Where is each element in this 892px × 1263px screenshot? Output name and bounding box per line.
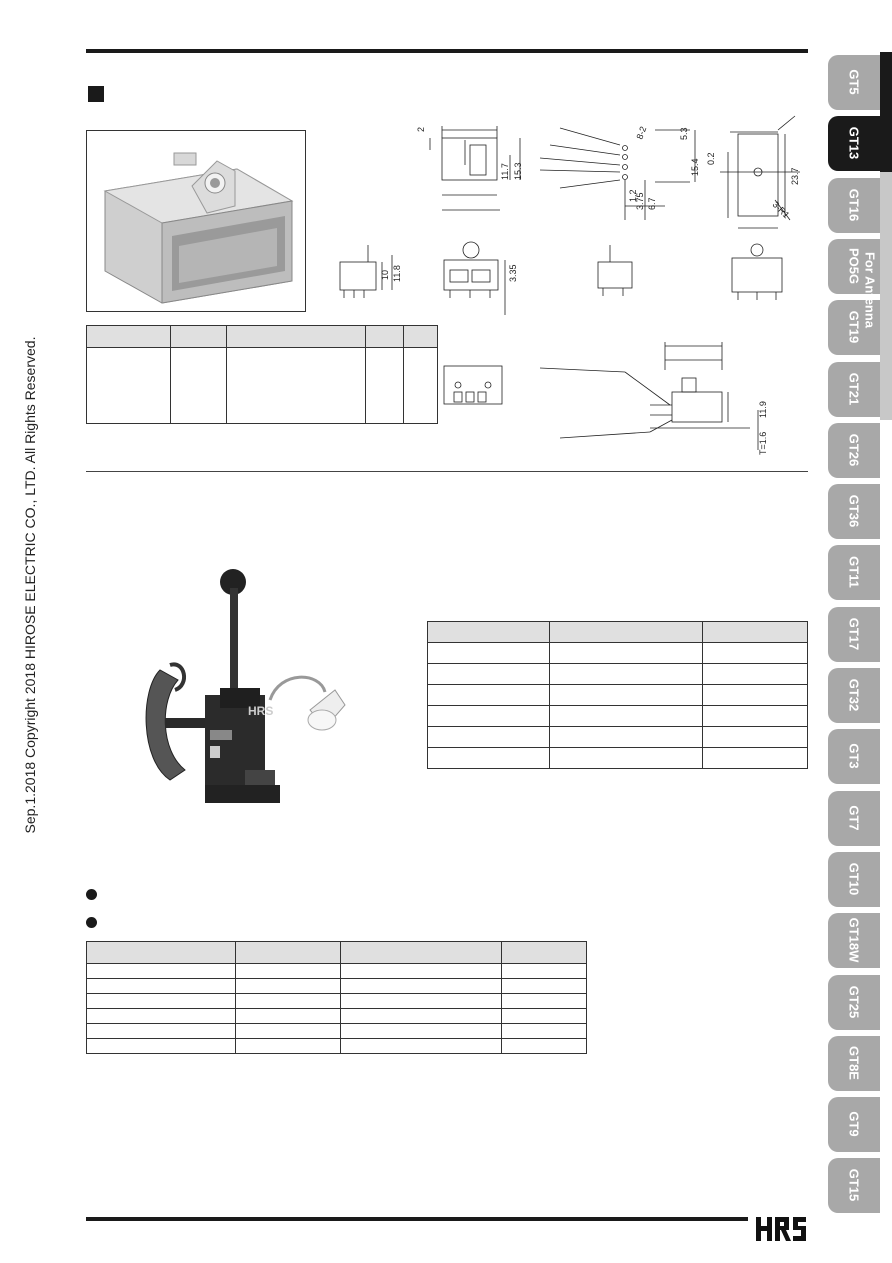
table-cell (502, 994, 587, 1009)
header-cell-3 (703, 622, 808, 643)
table-cell (549, 643, 703, 664)
dim-1-2: 1.2 (628, 189, 638, 202)
dim-t-1-6: T=1.6 (758, 431, 768, 455)
tab-label: GT21 (846, 372, 862, 405)
header-cell-3 (341, 942, 502, 964)
dim-23-7: 23.7 (790, 167, 800, 185)
table-cell (428, 706, 550, 727)
dim-11-8: 11.8 (392, 265, 402, 282)
dim-2: 2 (416, 126, 426, 132)
bullet-dot (86, 917, 97, 928)
table-cell (87, 979, 236, 994)
tab-gt15[interactable] (828, 1158, 880, 1213)
tab-label: GT36 (846, 494, 862, 528)
tab-label: GT13 (846, 127, 862, 160)
applicator-table (427, 621, 808, 769)
header-cell-1 (87, 942, 236, 964)
section-square-bullet (88, 86, 104, 102)
tab-gt36[interactable] (828, 484, 880, 539)
dim-11-9: 11.9 (758, 401, 768, 418)
tab-gt9[interactable] (828, 1097, 880, 1152)
tab-label: GT11 (846, 556, 862, 589)
machine-logo: HRS (248, 704, 274, 718)
dim-10: 10 (380, 269, 390, 280)
header-cell-2 (549, 622, 703, 643)
header-cell-2 (170, 326, 226, 348)
dimension-drawings (320, 110, 820, 460)
tab-label: GT15 (846, 1169, 862, 1202)
tab-gt26[interactable] (828, 423, 880, 478)
tab-label: GT32 (846, 678, 862, 712)
tab-label: GT26 (846, 433, 862, 467)
table-cell (502, 979, 587, 994)
table-cell (703, 643, 808, 664)
tab-gt10[interactable] (828, 852, 880, 907)
table-cell (235, 994, 341, 1009)
tab-label: PO5G (846, 247, 862, 284)
table-cell (341, 979, 502, 994)
table-cell (703, 748, 808, 769)
table-cell (341, 1039, 502, 1054)
table-cell (87, 1009, 236, 1024)
dim-3-75: 3.75 (635, 192, 645, 210)
dim-6-7: 6.7 (647, 197, 657, 210)
table-cell (549, 664, 703, 685)
table-cell (170, 348, 226, 424)
bullet-dot (86, 889, 97, 900)
table-cell (703, 706, 808, 727)
table-cell (502, 1009, 587, 1024)
hrs-logo (754, 1211, 808, 1245)
dim-15-4: 15.4 (690, 158, 700, 176)
tab-label: GT9 (846, 1111, 862, 1137)
table-cell (502, 1024, 587, 1039)
table-cell (235, 1039, 341, 1054)
dim-11-7: 11.7 (500, 163, 510, 180)
table-cell (703, 664, 808, 685)
connector-illustration (87, 131, 305, 311)
table-cell (549, 727, 703, 748)
table-cell (703, 685, 808, 706)
table-cell (87, 964, 236, 979)
table-cell (703, 727, 808, 748)
table-cell (341, 994, 502, 1009)
table-cell (549, 706, 703, 727)
table-cell (549, 685, 703, 706)
tab-gt25[interactable] (828, 975, 880, 1030)
tab-gt32[interactable] (828, 668, 880, 723)
table-cell (87, 1039, 236, 1054)
table-cell (87, 1024, 236, 1039)
tab-label: GT25 (846, 985, 862, 1018)
series-tab-strip (828, 52, 892, 1212)
table-cell (341, 1024, 502, 1039)
table-cell (235, 1024, 341, 1039)
table-cell (87, 348, 171, 424)
tab-label: GT5 (846, 69, 862, 95)
header-cell-1 (87, 326, 171, 348)
header-cell-1 (428, 622, 550, 643)
tab-gt13[interactable] (828, 116, 880, 171)
dim-15-3: 15.3 (513, 162, 523, 180)
tab-label: GT17 (846, 617, 862, 650)
tab-gt18w[interactable] (828, 913, 880, 968)
dim-5-3: 5.3 (679, 127, 689, 140)
category-label-text: For Antenna (862, 251, 878, 329)
header-cell-2 (235, 942, 341, 964)
table-cell (235, 979, 341, 994)
tab-gt8e[interactable] (828, 1036, 880, 1091)
tab-label: GT3 (846, 743, 862, 769)
table-cell (235, 1009, 341, 1024)
tab-label: GT19 (846, 310, 862, 344)
copyright-text: Sep.1.2018 Copyright 2018 HIROSE ELECTRIC CO., LTD. All Rights Reserved. (22, 336, 38, 834)
tab-label: GT16 (846, 188, 862, 221)
product-photo (86, 130, 306, 312)
tab-gt3[interactable] (828, 729, 880, 784)
parts-table (86, 941, 587, 1054)
dim-3-35: 3.35 (508, 264, 518, 282)
tab-label: GT10 (846, 862, 862, 896)
table-cell (428, 664, 550, 685)
table-cell (235, 964, 341, 979)
table-cell (428, 643, 550, 664)
table-cell (341, 964, 502, 979)
dim-8-2: 8-2 (634, 125, 649, 141)
tab-gt5[interactable] (828, 55, 880, 110)
dim-3-r1: 3-R1 (770, 199, 792, 221)
table-cell (87, 994, 236, 1009)
table-cell (428, 748, 550, 769)
table-cell (502, 964, 587, 979)
bottom-rule (86, 1217, 748, 1221)
dim-0-2: 0.2 (706, 152, 716, 165)
tab-gt17[interactable] (828, 607, 880, 662)
top-rule (86, 49, 808, 53)
section-divider (86, 471, 808, 472)
applicator-photo (130, 560, 370, 815)
table-cell (341, 1009, 502, 1024)
tab-label: GT7 (846, 804, 862, 831)
tab-gt16[interactable] (828, 178, 880, 233)
tab-label: GT18W (846, 917, 862, 963)
table-cell (428, 727, 550, 748)
table-cell (428, 685, 550, 706)
tab-gt11[interactable] (828, 545, 880, 600)
tab-gt21[interactable] (828, 362, 880, 417)
table-cell (502, 1039, 587, 1054)
tab-label: GT8E (846, 1045, 862, 1080)
tab-gt7[interactable] (828, 791, 880, 846)
header-cell-4 (502, 942, 587, 964)
table-cell (549, 748, 703, 769)
